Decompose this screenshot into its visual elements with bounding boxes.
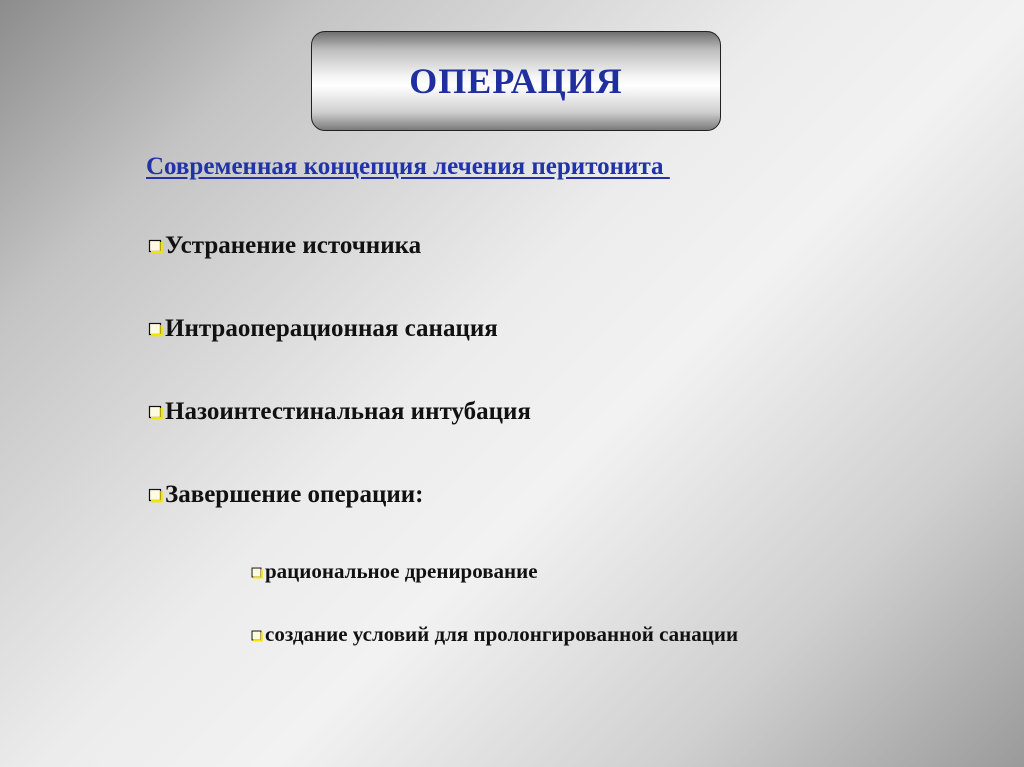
list-item-label: Завершение операции: bbox=[165, 481, 424, 508]
list-item-label: Интраоперационная санация bbox=[165, 315, 498, 342]
checkbox-bullet-icon bbox=[250, 629, 263, 642]
sub-list-item bbox=[250, 622, 738, 647]
list-item bbox=[147, 232, 421, 260]
slide-title: ОПЕРАЦИЯ bbox=[409, 61, 623, 101]
checkbox-bullet-icon bbox=[147, 321, 163, 337]
list-item bbox=[147, 315, 498, 343]
title-banner bbox=[311, 31, 721, 131]
list-item-label: Устранение источника bbox=[165, 232, 422, 259]
list-item-label: Назоинтестинальная интубация bbox=[165, 398, 531, 425]
sub-list-item bbox=[250, 559, 538, 584]
sub-list-item-label: рациональное дренирование bbox=[265, 559, 538, 583]
checkbox-bullet-icon bbox=[147, 487, 163, 503]
list-item bbox=[147, 481, 424, 509]
slide-subtitle: Современная концепция лечения перитонита bbox=[146, 153, 670, 180]
list-item bbox=[147, 398, 531, 426]
sub-list-item-label: создание условий для пролонгированной санации bbox=[265, 622, 739, 646]
checkbox-bullet-icon bbox=[147, 238, 163, 254]
checkbox-bullet-icon bbox=[250, 566, 263, 579]
checkbox-bullet-icon bbox=[147, 404, 163, 420]
